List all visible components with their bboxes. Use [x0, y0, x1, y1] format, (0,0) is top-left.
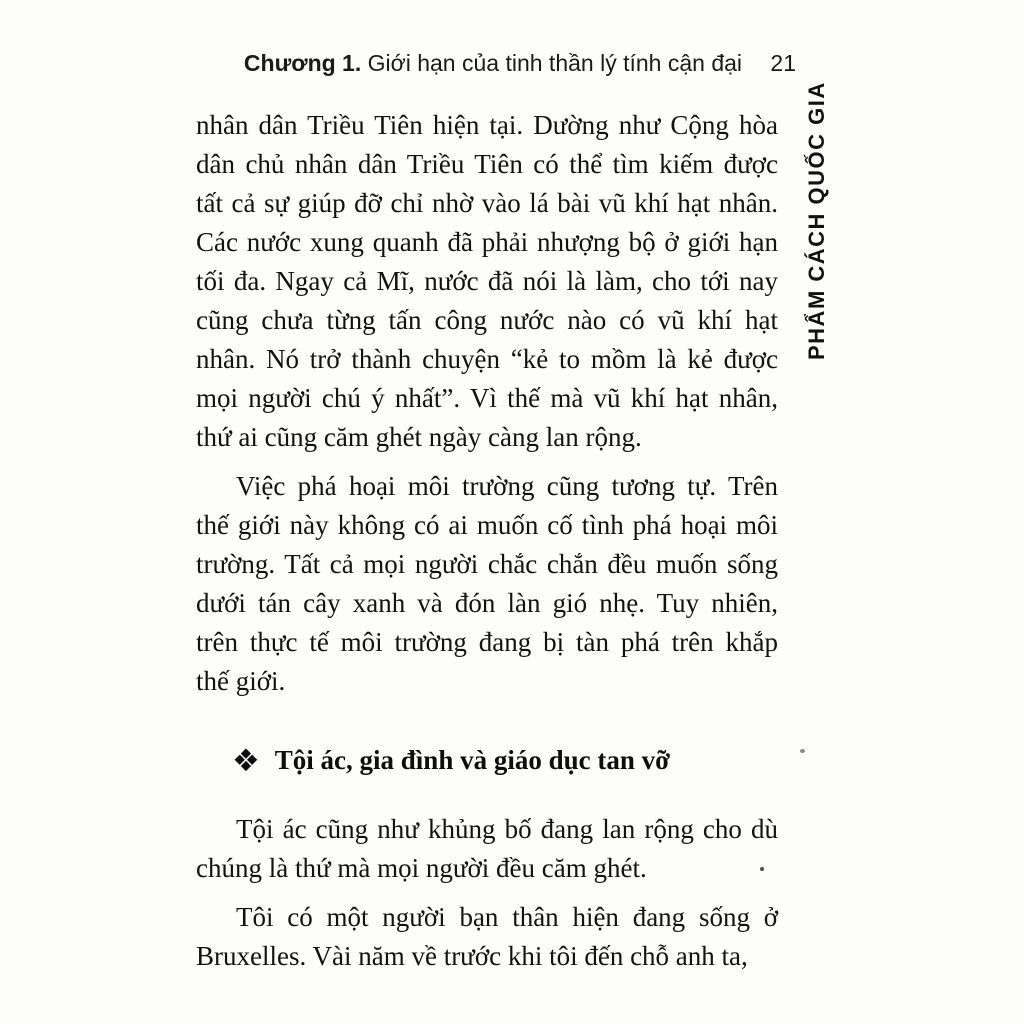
book-title-sidebar: PHẨM CÁCH QUỐC GIA: [804, 81, 829, 360]
paragraph-crime: [196, 810, 778, 888]
scan-speck: [800, 749, 805, 753]
scan-speck: [760, 867, 764, 871]
text-line: tất cả sự giúp đỡ chỉ nhờ vào lá bài vũ khí hạt nhân.: [196, 188, 778, 218]
fleuron-diamond-icon: ❖: [232, 743, 260, 779]
text-line: thứ ai cũng căm ghét ngày càng lan rộng.: [196, 422, 642, 452]
section-heading: [232, 741, 778, 780]
text-line: tối đa. Ngay cả Mĩ, nước đã nói là làm, cho tới nay: [196, 266, 778, 296]
text-line: thế giới này không có ai muốn cố tình phá hoại môi: [196, 510, 778, 540]
text-line: Tội ác cũng như khủng bố đang lan rộng cho dù: [236, 814, 778, 844]
text-line: trường. Tất cả mọi người chắc chắn đều muốn sống: [196, 549, 778, 579]
text-line: mọi người chú ý nhất”. Vì thế mà vũ khí hạt nhân,: [196, 383, 778, 413]
text-line: Bruxelles. Vài năm về trước khi tôi đến chỗ anh ta,: [196, 941, 748, 971]
paragraph-bruxelles: [196, 898, 778, 976]
body-text: [196, 106, 778, 986]
chapter-label: Chương 1.: [243, 50, 362, 76]
text-line: Việc phá hoại môi trường cũng tương tự. Trên: [236, 471, 778, 501]
text-line: chúng là thứ mà mọi người đều căm ghét.: [196, 853, 647, 883]
text-line: Các nước xung quanh đã phải nhượng bộ ở giới hạn: [196, 227, 778, 257]
chapter-title: Giới hạn của tinh thần lý tính cận đại: [367, 50, 743, 76]
text-line: dân chủ nhân dân Triều Tiên có thể tìm kiếm được: [196, 149, 778, 179]
paragraph-environment: [196, 467, 778, 701]
text-line: nhân dân Triều Tiên hiện tại. Dường như Cộng hòa: [196, 110, 778, 140]
text-line: dưới tán cây xanh và đón làn gió nhẹ. Tuy nhiên,: [196, 588, 778, 618]
section-heading-title: Tội ác, gia đình và giáo dục tan vỡ: [274, 745, 671, 775]
page-number: 21: [770, 50, 796, 76]
text-line: trên thực tế môi trường đang bị tàn phá trên khắp: [196, 627, 778, 657]
text-line: cũng chưa từng tấn công nước nào có vũ khí hạt: [196, 305, 778, 335]
paragraph-continuation: [196, 106, 778, 457]
text-line: nhân. Nó trở thành chuyện “kẻ to mồm là kẻ được: [196, 344, 778, 374]
running-header: [160, 50, 796, 77]
text-line: thế giới.: [196, 666, 286, 696]
text-line: Tôi có một người bạn thân hiện đang sống ở: [236, 902, 778, 932]
